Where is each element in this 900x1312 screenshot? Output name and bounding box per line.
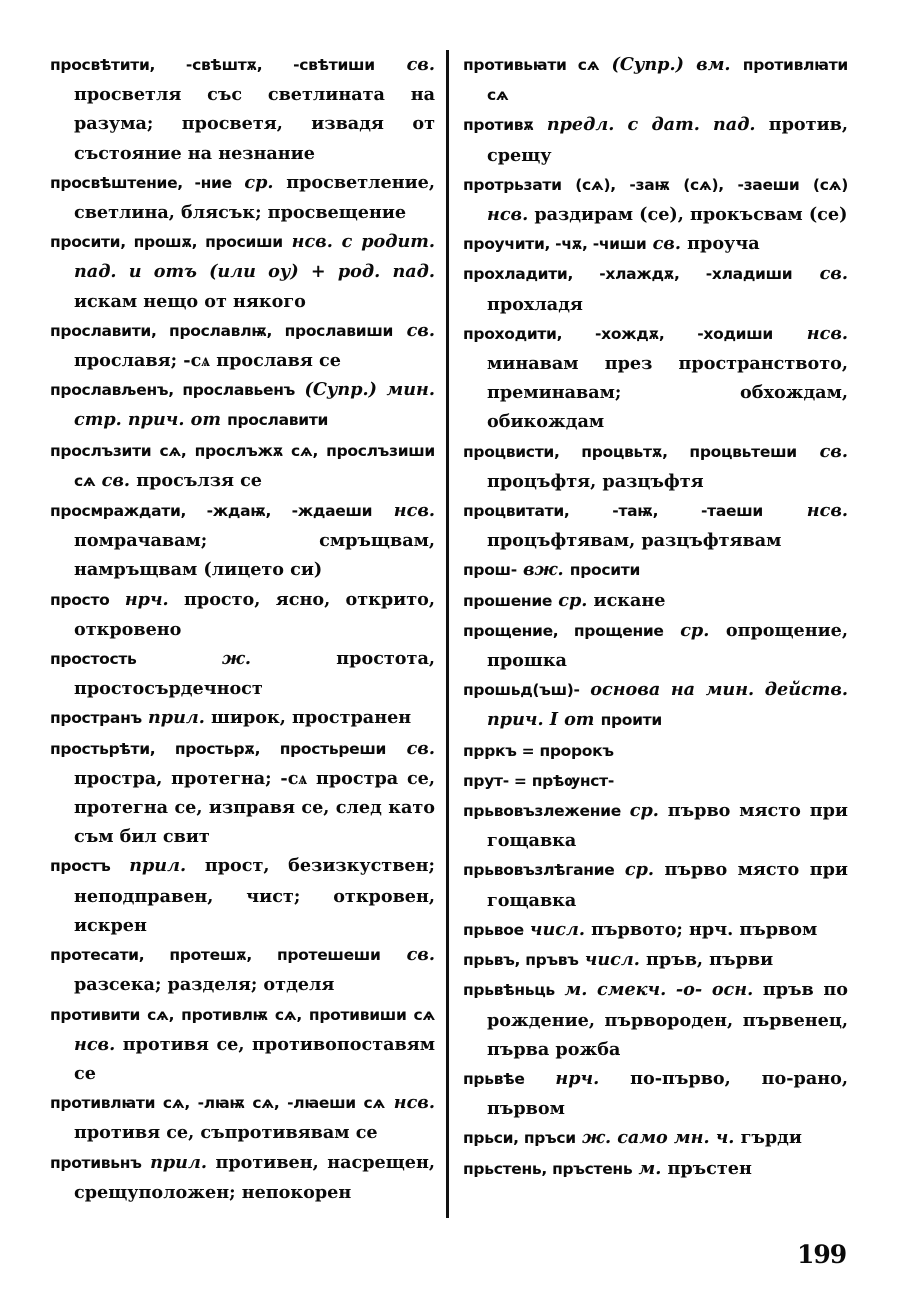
definition: първо място при гощавка [487,800,848,852]
definition: процъфтя, разцъфтя [487,470,704,492]
definition: искане [593,589,666,611]
dictionary-entry [463,170,848,229]
definition: просветля със светлината на разума; просветя, извадя от състояние на незнание [74,84,435,164]
headword: прошение [463,591,553,610]
headword: противьꙗти сѧ [463,56,600,74]
definition: проити [600,711,662,730]
grammar-note: вж. [523,559,564,581]
dictionary-entry [50,227,435,316]
definition: пръв, първи [646,949,774,971]
definition: проуча [687,233,760,255]
definition: прославя; -сѧ прославя се [74,350,341,372]
dictionary-entry [463,945,848,975]
grammar-note: основа на мин. действ. прич. I от [487,679,848,731]
grammar-note: св. [101,469,131,491]
grammar-note: ср. [558,589,588,611]
dictionary-entry [463,259,848,318]
grammar-note: нсв. [393,1092,435,1114]
dictionary-entry [50,703,435,733]
right-column [463,50,848,1184]
dictionary-entry [50,1000,435,1089]
grammar-note: св. [406,944,435,966]
headword: противѫ [463,116,534,135]
grammar-note: ср. [629,800,659,822]
grammar-note: нрч. [555,1067,600,1089]
definition: простота, простосърдечност [74,648,435,700]
grammar-note: прил. [147,707,205,729]
dictionary-entry [463,796,848,855]
dictionary-entry [463,555,848,585]
headword: просмраждати, -ждаѭ, -ждаеши [50,502,373,521]
headword: просити, прошѫ, просиши [50,233,283,252]
headword: прьси, пръси [463,1129,576,1148]
headword: прьвовъзлежение [463,802,621,821]
dictionary-entry [463,110,848,169]
dictionary-entry [463,675,848,735]
dictionary-entry [463,229,848,259]
grammar-note: (Супр.) мин. стр. прич. от [74,379,435,431]
definition: пръстен [667,1157,752,1179]
dictionary-entry [50,50,435,168]
dictionary-entry [50,436,435,496]
grammar-note: (Супр.) вм. [611,54,731,75]
headword: прославити, прославлѭ, прославиши [50,321,394,340]
headword: процвитати, -таѭ, -таеши [463,502,763,521]
headword: противити сѧ, противлѭ сѧ, противиши сѧ [50,1005,435,1024]
definition: гърди [740,1127,802,1149]
definition: раздирам (се), прокъсвам (се) [534,204,848,226]
definition: прославити [227,411,329,430]
headword: прьвовъзлѣгание [463,861,615,880]
grammar-note: ср. [244,171,274,193]
definition: първото; нрч. първом [591,918,818,940]
grammar-note: нсв. [74,1033,116,1055]
dictionary-entry [463,50,848,110]
dictionary-entry [463,437,848,496]
definition: пръв по рождение, първороден, първенец, първа рожба [487,979,848,1060]
grammar-note: числ. [529,918,586,940]
definition: простра, протегна; -сѧ простра се, протегна се, изправя се, след като съм бил свит [74,767,435,848]
grammar-note: нсв. [393,500,435,522]
headword: противлꙗти сѧ, -лꙗѭ сѧ, -лꙗеши сѧ [50,1094,386,1113]
dictionary-entry [50,940,435,999]
grammar-note: нсв. [806,322,848,344]
definition: разсека; разделя; отделя [74,974,335,996]
definition: помрачавам; смръщвам, намръщвам (лицето си) [74,530,435,581]
grammar-note: св. [652,233,681,255]
headword: простьрѣти, простьрѫ, простьреши [50,739,387,758]
headword: прьстень, пръстень [463,1159,633,1178]
headword: прослављенъ, прославьенъ [50,381,295,400]
dictionary-entry [50,1148,435,1207]
grammar-note: прил. [129,855,187,877]
dictionary-entry [50,644,435,703]
grammar-note: прил. [150,1151,207,1173]
grammar-note: нсв. с родит. пад. и отъ (или оу) + род. пад. [74,231,435,283]
definition: прохладя [487,293,583,315]
grammar-note: св. [406,319,435,341]
left-column [50,50,435,1207]
dictionary-entry [463,855,848,914]
dictionary-entry [50,734,435,852]
grammar-note: м. смекч. -о- осн. [564,979,754,1001]
grammar-note: св. [406,737,435,759]
headword: прьвѣньць [463,981,555,1000]
dictionary-entry [50,168,435,227]
dictionary-entry [463,496,848,555]
dictionary-entry [463,586,848,616]
headword: проходити, -хождѫ, -ходиши [463,324,773,343]
headword: прркъ = пророкъ [463,741,614,760]
grammar-note: нрч. [124,588,169,610]
definition: просълзя се [136,469,262,491]
headword: прьвѣе [463,1069,525,1088]
headword: прут- = прѣѹнст- [463,771,615,790]
dictionary-entry [50,316,435,375]
headword: проучити, -чѫ, -чиши [463,235,647,254]
headword: просто [50,590,110,609]
dictionary-entry [50,1088,435,1147]
dictionary-entry [50,496,435,585]
headword: просвѣштение, -ние [50,173,232,192]
grammar-note: ж. само мн. ч. [581,1127,735,1149]
definition: искам нещо от някого [74,290,306,312]
definition: прост, безизкуствен; неподправен, чист; откровен, искрен [74,855,435,936]
definition: противя се, противопоставям се [74,1033,435,1084]
definition: минавам през пространството, преминавам; обхождам, обикождам [487,353,848,433]
headword: простость [50,650,137,669]
grammar-note: ср. [680,619,710,641]
headword: прошьд(ъш)- [463,681,580,700]
definition: процъфтявам, разцъфтявам [487,530,782,552]
grammar-note: св. [819,263,848,285]
dictionary-entry [463,915,848,945]
page-number: 199 [797,1240,847,1269]
headword: прощение, прощение [463,621,664,640]
dictionary-entry [463,766,848,796]
dictionary-entry [463,1123,848,1153]
headword: прослъзити сѧ, прослъжѫ сѧ, прослъзиши сѧ [50,441,435,490]
grammar-note: нсв. [806,500,848,522]
definition: противя се, съпротивявам се [74,1122,378,1144]
grammar-note: предл. с дат. пад. [546,114,756,136]
definition: просветление, светлина, блясък; просвещение [74,171,435,224]
dictionary-entry [463,1064,848,1123]
headword: протесати, протешѫ, протешеши [50,946,381,965]
grammar-note: нсв. [487,204,529,226]
headword: прохладити, -хлаждѫ, -хладиши [463,265,793,284]
grammar-note: ср. [624,859,655,881]
dictionary-entry [463,319,848,437]
definition: просто, ясно, открито, откровено [74,588,435,640]
headword: пространъ [50,709,142,728]
headword: прьвое [463,920,524,939]
dictionary-entry [50,851,435,940]
definition: широк, пространен [211,707,412,729]
column-divider [446,50,449,1218]
dictionary-entry [50,375,435,435]
dictionary-entry [50,585,435,644]
dictionary-entry [463,616,848,675]
grammar-note: св. [819,440,848,462]
grammar-note: св. [406,54,435,75]
definition: по-първо, по-рано, първом [487,1067,848,1120]
grammar-note: ж. [221,648,251,670]
definition: първо място при гощавка [487,859,848,911]
definition: противен, насрещен, срещуположен; непокорен [74,1151,435,1203]
definition: против, срещу [487,114,848,166]
definition: просити [569,561,641,580]
headword: процвисти, процвьтѫ, процвьтеши [463,442,797,461]
headword: прьвъ, пръвъ [463,951,579,970]
headword: прош- [463,561,517,580]
headword: простъ [50,857,111,876]
grammar-note: м. [638,1157,662,1179]
definition: противлꙗти сѧ [487,56,848,105]
dictionary-entry [463,736,848,766]
headword: просвѣтити, -свѣштѫ, -свѣтиши [50,56,375,74]
definition: опрощение, прошка [487,619,848,672]
dictionary-entry [463,975,848,1064]
headword: противьнъ [50,1153,142,1172]
headword: протрьзати (сѧ), -заѭ (сѧ), -заеши (сѧ) [463,175,848,194]
dictionary-entry [463,1154,848,1184]
grammar-note: числ. [584,949,640,971]
